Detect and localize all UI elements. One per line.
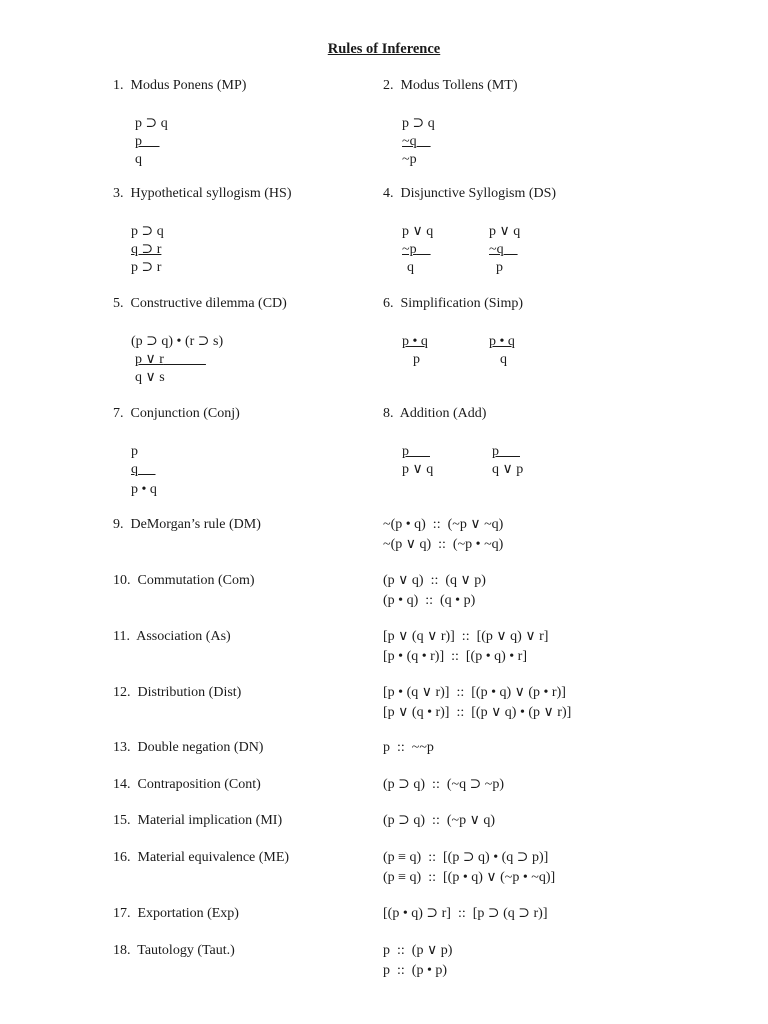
premise: p <box>402 444 409 459</box>
equivalence-form: [p ∨ (q • r)] :: [(p ∨ q) • (p ∨ r)] <box>383 705 572 720</box>
premise: (p ⊃ q) • (r ⊃ s) <box>131 334 224 349</box>
premise: p ⊃ q <box>135 116 168 131</box>
equivalence-form: [p ∨ (q ∨ r)] :: [(p ∨ q) ∨ r] <box>383 629 549 644</box>
equivalence-form: (p ⊃ q) :: (~p ∨ q) <box>383 813 495 828</box>
premise: p <box>492 444 499 459</box>
equivalence-form: (p ≡ q) :: [(p ⊃ q) • (q ⊃ p)] <box>383 850 549 865</box>
premise: ~p <box>402 242 417 257</box>
equivalence-form: (p ⊃ q) :: (~q ⊃ ~p) <box>383 777 505 792</box>
rule-heading-dist: 12. Distribution (Dist) <box>113 685 242 700</box>
rule-heading-as: 11. Association (As) <box>113 629 231 644</box>
page-title: Rules of Inference <box>327 41 441 57</box>
premise: p ∨ q <box>402 224 434 239</box>
equivalence-form: [p • (q • r)] :: [(p • q) • r] <box>383 649 528 664</box>
equivalence-form: (p ≡ q) :: [(p • q) ∨ (~p • ~q)] <box>383 870 556 885</box>
premise: ~q <box>489 242 504 257</box>
equivalence-form: ~(p • q) :: (~p ∨ ~q) <box>383 517 504 532</box>
conclusion: p <box>413 352 420 367</box>
rule-heading-mp: 1. Modus Ponens (MP) <box>113 78 247 93</box>
rule-heading-mi: 15. Material implication (MI) <box>113 813 283 828</box>
conclusion: q <box>407 260 414 275</box>
premise: p ⊃ q <box>131 224 164 239</box>
equivalence-form: (p • q) :: (q • p) <box>383 593 476 608</box>
rule-heading-mt: 2. Modus Tollens (MT) <box>383 78 518 93</box>
conclusion: q <box>135 152 142 167</box>
conclusion: p ∨ q <box>402 462 434 477</box>
equivalence-form: [p • (q ∨ r)] :: [(p • q) ∨ (p • r)] <box>383 685 566 700</box>
rule-heading-ds: 4. Disjunctive Syllogism (DS) <box>383 186 557 201</box>
conclusion: p <box>496 260 503 275</box>
equivalence-form: [(p • q) ⊃ r] :: [p ⊃ (q ⊃ r)] <box>383 906 548 921</box>
rule-heading-taut: 18. Tautology (Taut.) <box>113 943 235 958</box>
equivalence-form: p :: ~~p <box>383 740 434 755</box>
rule-heading-simp: 6. Simplification (Simp) <box>383 296 523 311</box>
rule-heading-dn: 13. Double negation (DN) <box>113 740 264 755</box>
equivalence-form: (p ∨ q) :: (q ∨ p) <box>383 573 486 588</box>
conclusion: q <box>500 352 507 367</box>
rule-heading-dm: 9. DeMorgan’s rule (DM) <box>113 517 261 532</box>
premise: p <box>131 444 138 459</box>
premise: ~q <box>402 134 417 149</box>
rule-heading-hs: 3. Hypothetical syllogism (HS) <box>113 186 292 201</box>
premise: p • q <box>402 334 428 349</box>
rule-heading-exp: 17. Exportation (Exp) <box>113 906 239 921</box>
equivalence-form: ~(p ∨ q) :: (~p • ~q) <box>383 537 504 552</box>
premise: p <box>135 134 142 149</box>
rule-heading-com: 10. Commutation (Com) <box>113 573 255 588</box>
conclusion: q ∨ s <box>135 370 165 385</box>
premise: q ⊃ r <box>131 242 162 257</box>
premise: p • q <box>489 334 515 349</box>
conclusion: q ∨ p <box>492 462 524 477</box>
rule-heading-cd: 5. Constructive dilemma (CD) <box>113 296 287 311</box>
conclusion: p ⊃ r <box>131 260 162 275</box>
premise: q <box>131 462 138 477</box>
premise: p ⊃ q <box>402 116 435 131</box>
equivalence-form: p :: (p ∨ p) <box>383 943 453 958</box>
conclusion: ~p <box>402 152 417 167</box>
rule-heading-add: 8. Addition (Add) <box>383 406 487 421</box>
rule-heading-cont: 14. Contraposition (Cont) <box>113 777 261 792</box>
conclusion: p • q <box>131 482 157 497</box>
premise: p ∨ q <box>489 224 521 239</box>
rule-heading-conj: 7. Conjunction (Conj) <box>113 406 240 421</box>
equivalence-form: p :: (p • p) <box>383 963 448 978</box>
premise: p ∨ r <box>135 352 164 367</box>
rule-heading-me: 16. Material equivalence (ME) <box>113 850 290 865</box>
